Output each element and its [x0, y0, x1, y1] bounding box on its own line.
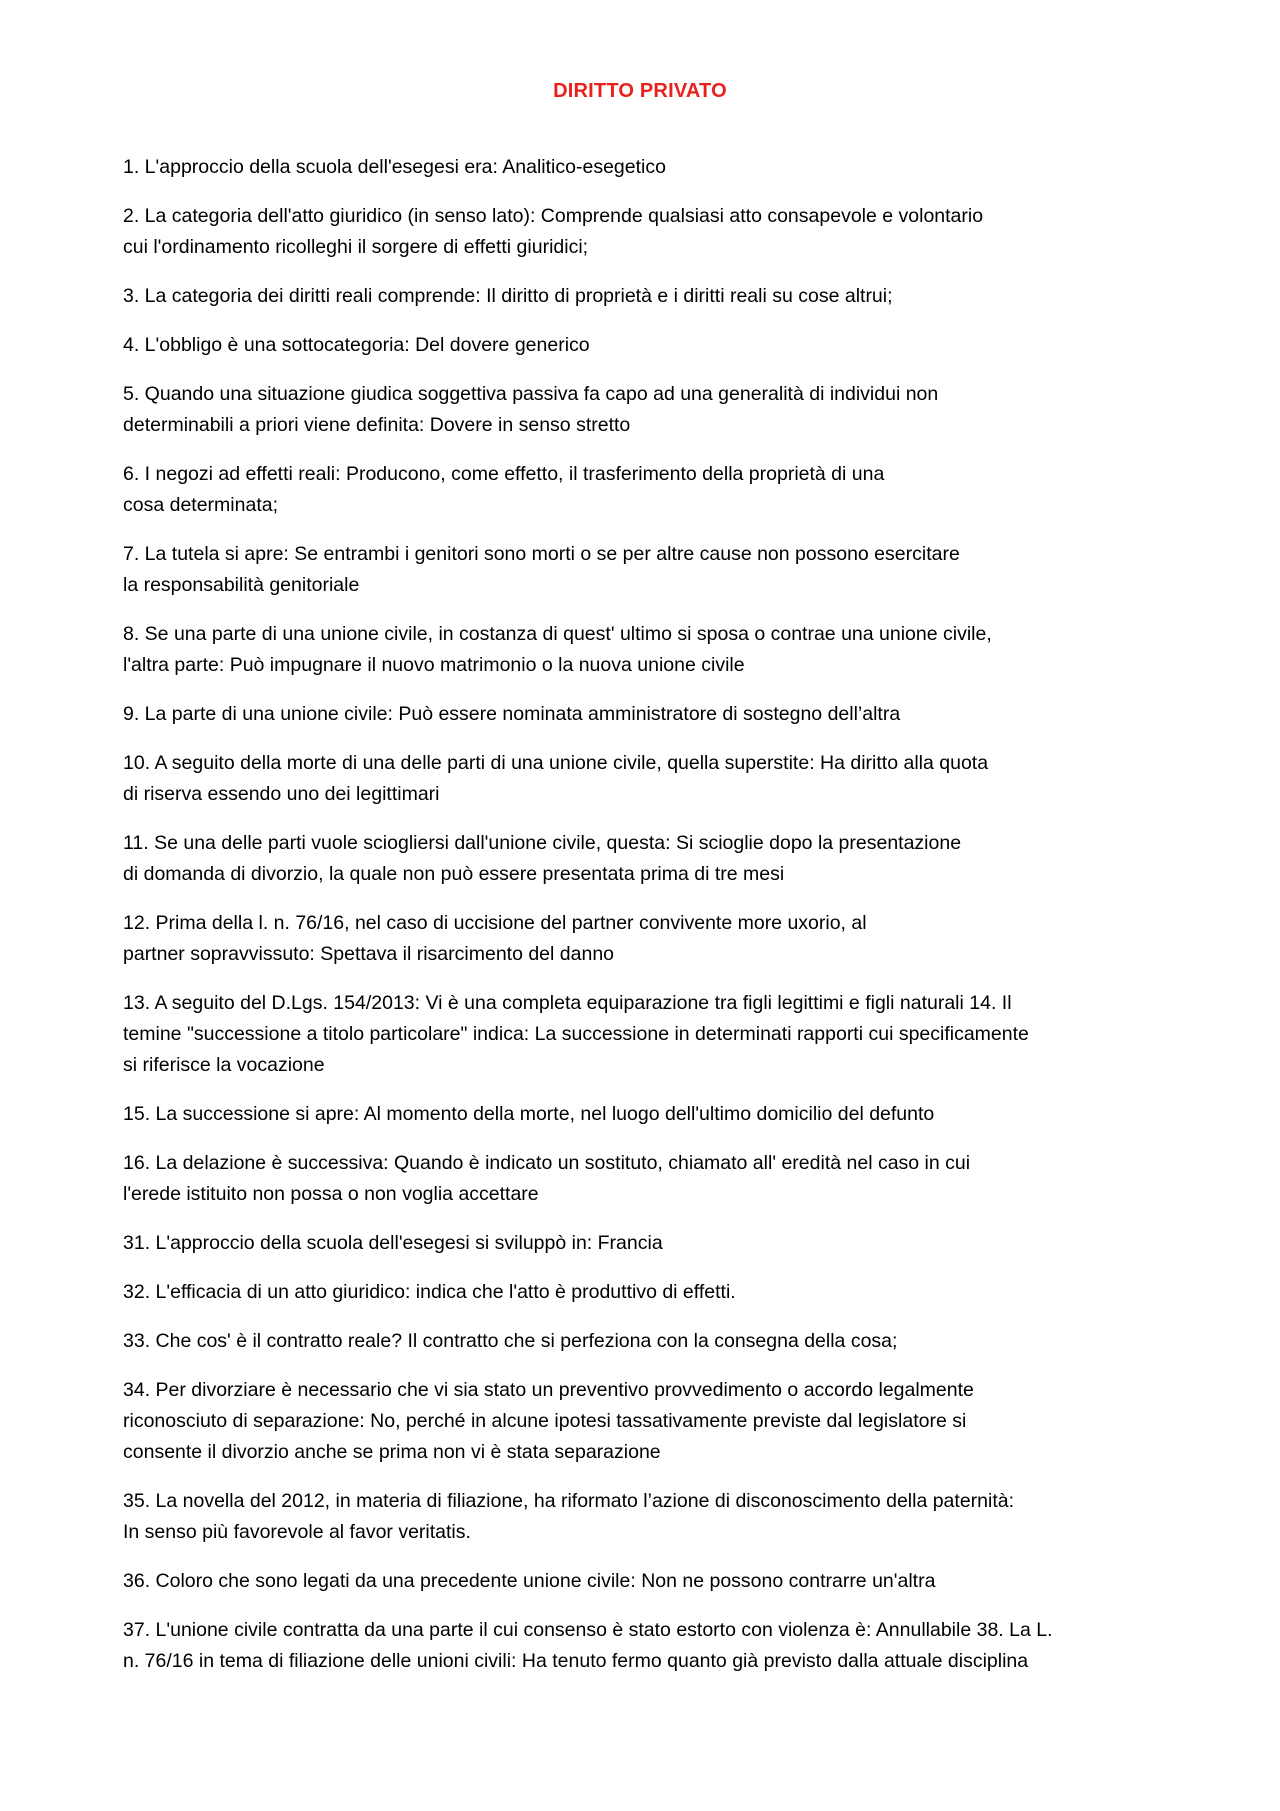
- question-line: 15. La successione si apre: Al momento della morte, nel luogo dell'ultimo domicilio del defunto: [123, 1103, 935, 1125]
- question-line: la responsabilità genitoriale: [123, 574, 360, 596]
- question-line: 1. L'approccio della scuola dell'esegesi era: Analitico-esegetico: [123, 156, 666, 178]
- question-line: cosa determinata;: [123, 494, 279, 516]
- question-item: [123, 539, 1168, 601]
- question-line: temine "successione a titolo particolare" indica: La successione in determinati rapporti cui specificamente: [123, 1023, 1029, 1045]
- question-item: [123, 281, 1168, 312]
- question-line: 10. A seguito della morte di una delle parti di una unione civile, quella superstite: Ha diritto alla quota: [123, 752, 989, 774]
- document-title: DIRITTO PRIVATO: [553, 80, 727, 102]
- question-line: 12. Prima della l. n. 76/16, nel caso di uccisione del partner convivente more uxorio, al: [123, 912, 867, 934]
- question-line: 9. La parte di una unione civile: Può essere nominata amministratore di sostegno dell’altra: [123, 703, 901, 725]
- question-item: [123, 1566, 1168, 1597]
- question-item: [123, 330, 1168, 361]
- question-line: 5. Quando una situazione giudica soggettiva passiva fa capo ad una generalità di individui non: [123, 383, 939, 405]
- question-line: 6. I negozi ad effetti reali: Producono, come effetto, il trasferimento della proprietà di una: [123, 463, 885, 485]
- question-item: [123, 1486, 1168, 1548]
- question-line: 3. La categoria dei diritti reali comprende: Il diritto di proprietà e i diritti reali su cose altrui;: [123, 285, 893, 307]
- question-item: [123, 699, 1168, 730]
- question-item: [123, 1375, 1168, 1468]
- question-item: [123, 1148, 1168, 1210]
- question-line: riconosciuto di separazione: No, perché in alcune ipotesi tassativamente previste dal legislatore si: [123, 1410, 967, 1432]
- question-item: [123, 459, 1168, 521]
- question-line: determinabili a priori viene definita: Dovere in senso stretto: [123, 414, 631, 436]
- question-line: cui l'ordinamento ricolleghi il sorgere di effetti giuridici;: [123, 236, 589, 258]
- question-line: 36. Coloro che sono legati da una precedente unione civile: Non ne possono contrarre un'altra: [123, 1570, 936, 1592]
- question-line: 8. Se una parte di una unione civile, in costanza di quest' ultimo si sposa o contrae una unione civile,: [123, 623, 992, 645]
- question-item: [123, 1228, 1168, 1259]
- question-line: 2. La categoria dell'atto giuridico (in senso lato): Comprende qualsiasi atto consapevole e volontario: [123, 205, 984, 227]
- question-item: [123, 379, 1168, 441]
- question-line: 4. L'obbligo è una sottocategoria: Del dovere generico: [123, 334, 590, 356]
- question-line: n. 76/16 in tema di filiazione delle unioni civili: Ha tenuto fermo quanto già previsto dalla attuale disciplina: [123, 1650, 1029, 1672]
- question-line: di riserva essendo uno dei legittimari: [123, 783, 440, 805]
- question-item: [123, 1099, 1168, 1130]
- question-line: si riferisce la vocazione: [123, 1054, 325, 1076]
- question-item: [123, 1277, 1168, 1308]
- question-line: l'erede istituito non possa o non voglia accettare: [123, 1183, 539, 1205]
- question-item: [123, 1326, 1168, 1357]
- question-item: [123, 201, 1168, 263]
- question-line: 35. La novella del 2012, in materia di filiazione, ha riformato l’azione di disconoscimento della paternità:: [123, 1490, 1015, 1512]
- question-list: [123, 152, 1168, 1695]
- question-line: partner sopravvissuto: Spettava il risarcimento del danno: [123, 943, 615, 965]
- question-item: [123, 748, 1168, 810]
- question-line: In senso più favorevole al favor veritatis.: [123, 1521, 471, 1543]
- question-item: [123, 908, 1168, 970]
- question-line: 37. L'unione civile contratta da una parte il cui consenso è stato estorto con violenza è: Annullabile 38. La L.: [123, 1619, 1053, 1641]
- question-line: 31. L'approccio della scuola dell'esegesi si sviluppò in: Francia: [123, 1232, 663, 1254]
- question-line: 11. Se una delle parti vuole sciogliersi dall'unione civile, questa: Si scioglie dopo la presentazione: [123, 832, 962, 854]
- question-item: [123, 152, 1168, 183]
- question-line: 32. L'efficacia di un atto giuridico: indica che l'atto è produttivo di effetti.: [123, 1281, 736, 1303]
- question-item: [123, 619, 1168, 681]
- question-item: [123, 828, 1168, 890]
- question-line: 13. A seguito del D.Lgs. 154/2013: Vi è una completa equiparazione tra figli legittimi e figli naturali 14. Il: [123, 992, 1012, 1014]
- question-line: 7. La tutela si apre: Se entrambi i genitori sono morti o se per altre cause non possono esercitare: [123, 543, 960, 565]
- question-item: [123, 1615, 1168, 1677]
- question-line: consente il divorzio anche se prima non vi è stata separazione: [123, 1441, 661, 1463]
- question-line: 33. Che cos' è il contratto reale? Il contratto che si perfeziona con la consegna della cosa;: [123, 1330, 898, 1352]
- question-line: di domanda di divorzio, la quale non può essere presentata prima di tre mesi: [123, 863, 785, 885]
- question-line: l'altra parte: Può impugnare il nuovo matrimonio o la nuova unione civile: [123, 654, 745, 676]
- question-item: [123, 988, 1168, 1081]
- question-line: 16. La delazione è successiva: Quando è indicato un sostituto, chiamato all' eredità nel caso in cui: [123, 1152, 971, 1174]
- question-line: 34. Per divorziare è necessario che vi sia stato un preventivo provvedimento o accordo legalmente: [123, 1379, 974, 1401]
